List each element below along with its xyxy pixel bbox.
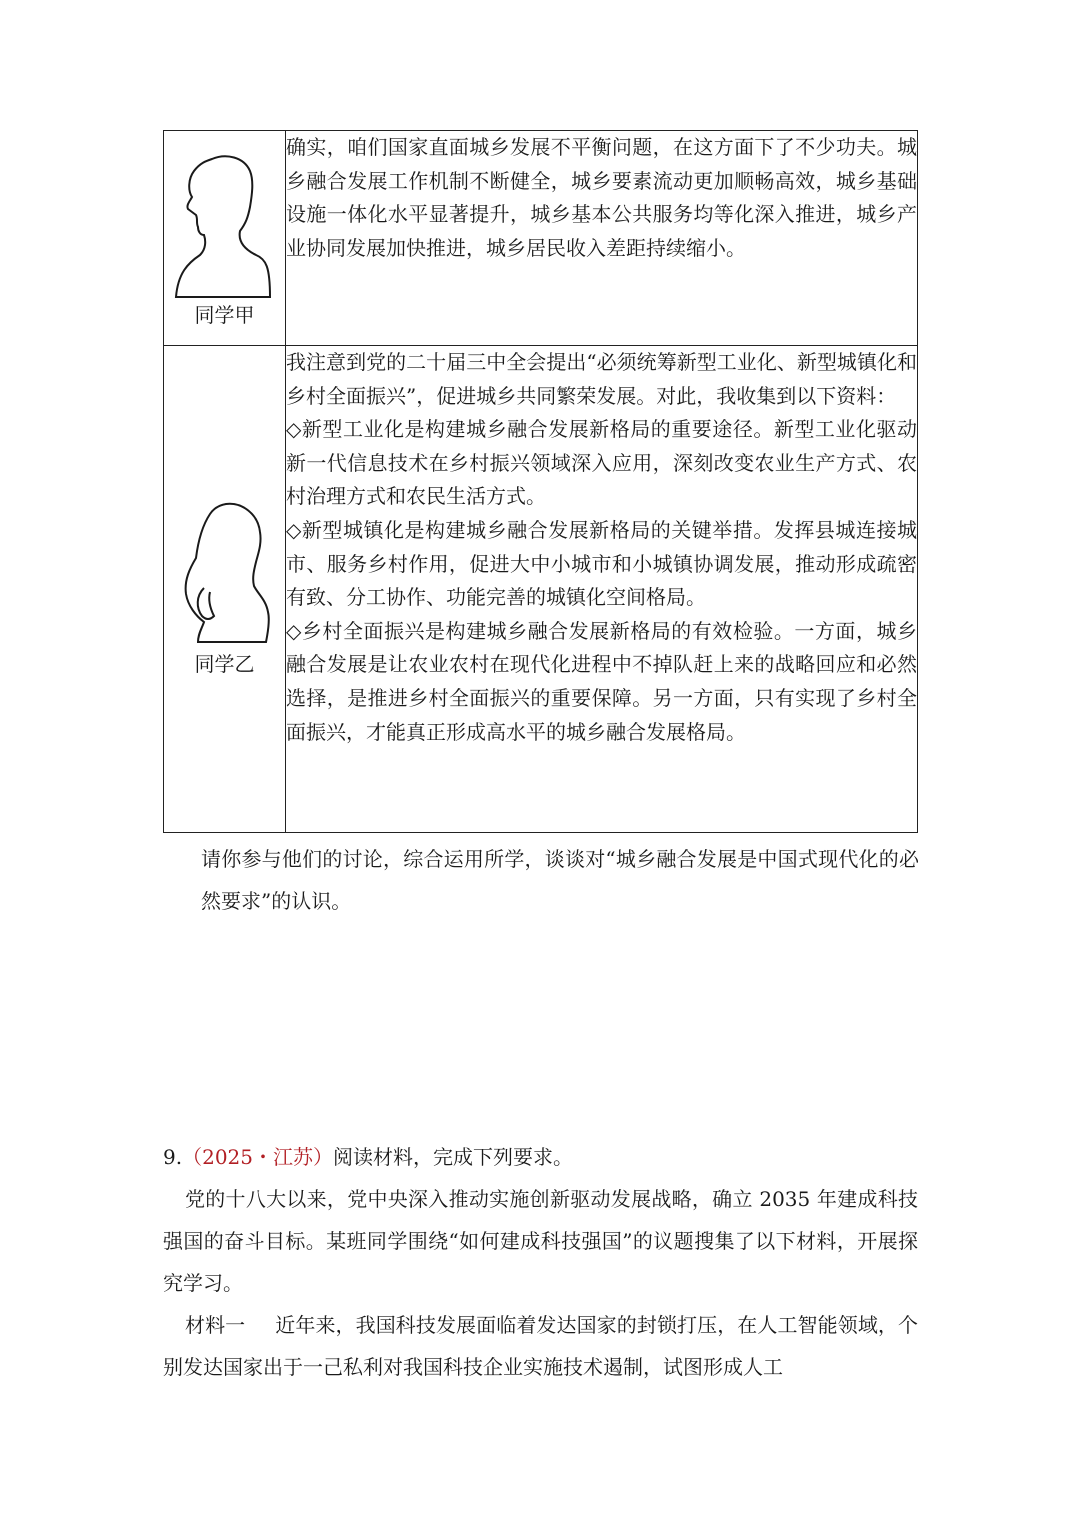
question-number: 9. [163, 1145, 183, 1169]
student-b-intro: 我注意到党的二十届三中全会提出“必须统筹新型工业化、新型城镇化和乡村全面振兴”，促进城乡共同繁荣发展。对此，我收集到以下资料： [286, 350, 917, 408]
male-silhouette-icon [174, 151, 274, 299]
bullet-rural-revitalization: ◇乡村全面振兴是构建城乡融合发展新格局的有效检验。一方面，城乡融合发展是让农业农村在现代化进程中不掉队赶上来的战略回应和必然选择，是推进乡村全面振兴的重要保障。另一方面，只有实现了乡村全面振兴，才能真正形成高水平的城乡融合发展格局。 [286, 618, 917, 744]
material-1-label: 材料一 [185, 1313, 246, 1337]
student-b-speech [286, 346, 918, 833]
question-instruction: 阅读材料，完成下列要求。 [333, 1145, 573, 1169]
student-b-name: 同学乙 [194, 652, 255, 676]
material-1-paragraph [163, 1304, 918, 1388]
bullet-new-industrialization: ◇新型工业化是构建城乡融合发展新格局的重要途径。新型工业化驱动新一代信息技术在乡村振兴领域深入应用，深刻改变农业生产方式、农村治理方式和农民生活方式。 [286, 417, 917, 509]
student-a-speech [286, 131, 918, 346]
student-a-row [164, 131, 918, 346]
question-9 [163, 1136, 918, 1388]
material-1-text: 近年来，我国科技发展面临着发达国家的封锁打压，在人工智能领域，个别发达国家出于一己私利对我国科技企业实施技术遏制，试图形成人工 [163, 1313, 919, 1379]
question-source: （2025・江苏） [182, 1145, 333, 1169]
student-a-avatar-cell [164, 131, 286, 346]
discussion-prompt: 请你参与他们的讨论，综合运用所学，谈谈对“城乡融合发展是中国式现代化的必然要求”的认识。 [201, 847, 919, 913]
student-b-avatar-cell [164, 346, 286, 833]
student-b-row [164, 346, 918, 833]
female-silhouette-icon [174, 496, 274, 644]
student-a-text: 确实，咱们国家直面城乡发展不平衡问题，在这方面下了不少功夫。城乡融合发展工作机制不断健全，城乡要素流动更加顺畅高效，城乡基础设施一体化水平显著提升，城乡基本公共服务均等化深入推进，城乡产业协同发展加快推进，城乡居民收入差距持续缩小。 [286, 135, 917, 260]
student-a-name: 同学甲 [194, 303, 255, 327]
question-9-intro-paragraph: 党的十八大以来，党中央深入推动实施创新驱动发展战略，确立 2035 年建成科技强国的奋斗目标。某班同学围绕“如何建成科技强国”的议题搜集了以下材料，开展探究学习。 [163, 1187, 918, 1295]
discussion-table [163, 130, 918, 833]
question-9-heading [163, 1136, 918, 1178]
bullet-new-urbanization: ◇新型城镇化是构建城乡融合发展新格局的关键举措。发挥县城连接城市、服务乡村作用，促进大中小城市和小城镇协调发展，推动形成疏密有致、分工协作、功能完善的城镇化空间格局。 [286, 517, 917, 610]
